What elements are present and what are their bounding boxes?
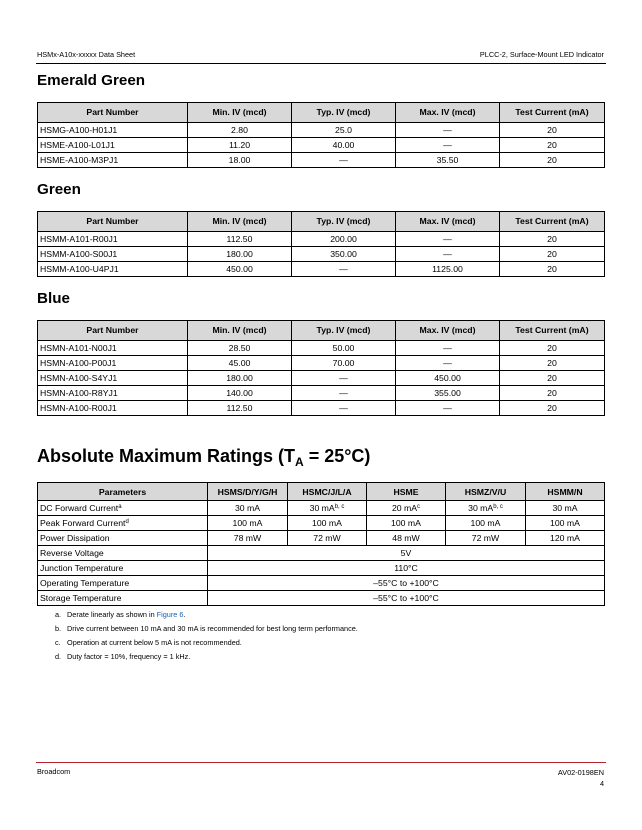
footnote-text: Duty factor = 10%, frequency = 1 kHz. [67,652,191,661]
section-title-green: Green [37,181,81,198]
value-cell: 78 mW [208,531,288,546]
col-typ-iv: Typ. IV (mcd) [292,103,396,123]
test-current-cell: 20 [500,356,605,371]
value-cell: 100 mA [288,516,367,531]
max-iv-cell: — [396,356,500,371]
test-current-cell: 20 [500,262,605,277]
amr-title-end: = 25°C) [303,446,371,466]
table-header-row [38,212,605,232]
value-cell: 100 mA [446,516,526,531]
test-current-cell: 20 [500,386,605,401]
value-cell-merged: –55°C to +100°C [208,591,605,606]
table-header-row [38,321,605,341]
max-iv-cell: — [396,247,500,262]
value-cell: 100 mA [208,516,288,531]
part-number-cell: HSME-A100-M3PJ1 [38,153,188,168]
col-hsme: HSME [367,483,446,501]
table-row [38,591,605,606]
col-max-iv: Max. IV (mcd) [396,103,500,123]
value-text: 30 mA [468,503,494,513]
max-iv-cell: — [396,123,500,138]
col-min-iv: Min. IV (mcd) [188,212,292,232]
table-row [38,386,605,401]
footnote-label: d. [55,652,62,661]
test-current-cell: 20 [500,371,605,386]
col-hsms: HSMS/D/Y/G/H [208,483,288,501]
col-test-current: Test Current (mA) [500,321,605,341]
amr-title-subscript: A [295,455,304,469]
footnotes [55,608,358,664]
test-current-cell: 20 [500,401,605,416]
min-iv-cell: 18.00 [188,153,292,168]
col-test-current: Test Current (mA) [500,212,605,232]
max-iv-cell: 450.00 [396,371,500,386]
part-number-cell: HSMN-A100-S4YJ1 [38,371,188,386]
footer-rule [36,762,606,763]
param-text: Peak Forward Current [40,518,126,528]
min-iv-cell: 11.20 [188,138,292,153]
part-number-cell: HSMN-A100-R00J1 [38,401,188,416]
header-product: PLCC-2, Surface-Mount LED Indicator [479,50,604,59]
max-iv-cell: 35.50 [396,153,500,168]
col-typ-iv: Typ. IV (mcd) [292,212,396,232]
min-iv-cell: 28.50 [188,341,292,356]
col-max-iv: Max. IV (mcd) [396,212,500,232]
test-current-cell: 20 [500,341,605,356]
section-title-blue: Blue [37,290,70,307]
typ-iv-cell: — [292,153,396,168]
part-number-cell: HSME-A100-L01J1 [38,138,188,153]
value-cell: 100 mA [526,516,605,531]
table-header-row [38,483,605,501]
typ-iv-cell: 25.0 [292,123,396,138]
value-cell [367,501,446,516]
part-number-cell: HSMN-A100-R8YJ1 [38,386,188,401]
test-current-cell: 20 [500,123,605,138]
value-cell [446,501,526,516]
table-row [38,232,605,247]
table-row [38,262,605,277]
col-min-iv: Min. IV (mcd) [188,321,292,341]
col-test-current: Test Current (mA) [500,103,605,123]
table-row [38,123,605,138]
test-current-cell: 20 [500,138,605,153]
part-number-cell: HSMG-A100-H01J1 [38,123,188,138]
max-iv-cell: — [396,232,500,247]
typ-iv-cell: 200.00 [292,232,396,247]
table-row [38,341,605,356]
param-label: Storage Temperature [38,591,208,606]
typ-iv-cell: 40.00 [292,138,396,153]
param-label: Operating Temperature [38,576,208,591]
value-cell: 48 mW [367,531,446,546]
test-current-cell: 20 [500,232,605,247]
value-text: 30 mA [309,503,335,513]
max-iv-cell: — [396,401,500,416]
page-number: 4 [599,779,604,788]
figure-6-link[interactable]: Figure 6 [156,610,184,619]
test-current-cell: 20 [500,153,605,168]
footnote-ref: d [125,519,129,525]
param-label [38,516,208,531]
footnote-a [55,608,358,622]
header-rule [36,63,606,64]
part-number-cell: HSMM-A100-U4PJ1 [38,262,188,277]
max-iv-cell: — [396,341,500,356]
min-iv-cell: 180.00 [188,247,292,262]
col-parameters: Parameters [38,483,208,501]
footnote-text: Operation at current below 5 mA is not recommended. [67,638,242,647]
part-number-cell: HSMM-A100-S00J1 [38,247,188,262]
footer-doc-id: AV02-0198EN [557,768,604,777]
table-emerald [37,102,605,168]
test-current-cell: 20 [500,247,605,262]
footnote-text: Derate linearly as shown in [67,610,157,619]
footnote-text-end: . [183,610,186,619]
typ-iv-cell: — [292,262,396,277]
footnote-ref: b, c [493,504,503,510]
typ-iv-cell: — [292,386,396,401]
section-title-emerald: Emerald Green [37,72,146,89]
max-iv-cell: 355.00 [396,386,500,401]
value-text: 20 mA [391,503,418,513]
min-iv-cell: 45.00 [188,356,292,371]
value-cell-merged: 5V [208,546,605,561]
table-blue [37,320,605,416]
table-row [38,356,605,371]
min-iv-cell: 112.50 [188,232,292,247]
typ-iv-cell: — [292,401,396,416]
footer-right [558,767,604,789]
value-cell: 30 mA [526,501,605,516]
param-label [38,501,208,516]
footnote-label: a. [55,610,62,619]
footnote-label: b. [55,624,62,633]
table-row [38,546,605,561]
value-cell: 100 mA [367,516,446,531]
typ-iv-cell: — [292,371,396,386]
header-doc-title: HSMx-A10x-xxxxx Data Sheet [37,50,136,59]
table-row [38,501,605,516]
typ-iv-cell: 70.00 [292,356,396,371]
footnote-ref: a [118,504,122,510]
min-iv-cell: 2.80 [188,123,292,138]
table-absolute-max-ratings [37,482,605,606]
table-row [38,576,605,591]
value-cell: 72 mW [288,531,367,546]
col-typ-iv: Typ. IV (mcd) [292,321,396,341]
min-iv-cell: 112.50 [188,401,292,416]
value-cell [288,501,367,516]
table-row [38,516,605,531]
footnote-b [55,622,358,636]
footnote-label: c. [55,638,61,647]
footer-company: Broadcom [37,767,71,776]
amr-title [37,446,370,469]
part-number-cell: HSMN-A101-N00J1 [38,341,188,356]
footnote-d [55,650,358,664]
typ-iv-cell: 50.00 [292,341,396,356]
param-label: Reverse Voltage [38,546,208,561]
value-cell: 30 mA [208,501,288,516]
col-part-number: Part Number [38,321,188,341]
min-iv-cell: 450.00 [188,262,292,277]
table-row [38,531,605,546]
min-iv-cell: 140.00 [188,386,292,401]
param-label: Junction Temperature [38,561,208,576]
col-hsmz: HSMZ/V/U [446,483,526,501]
footnote-ref: b, c [334,504,345,510]
value-cell-merged: –55°C to +100°C [208,576,605,591]
amr-title-main: Absolute Maximum Ratings (T [37,446,296,466]
col-hsmc: HSMC/J/L/A [288,483,367,501]
table-row [38,247,605,262]
param-text: DC Forward Current [40,503,119,513]
value-cell: 120 mA [526,531,605,546]
value-cell-merged: 110°C [208,561,605,576]
part-number-cell: HSMN-A100-P00J1 [38,356,188,371]
table-row [38,561,605,576]
col-max-iv: Max. IV (mcd) [396,321,500,341]
col-min-iv: Min. IV (mcd) [188,103,292,123]
table-row [38,401,605,416]
typ-iv-cell: 350.00 [292,247,396,262]
table-row [38,371,605,386]
footnote-text: Drive current between 10 mA and 30 mA is recommended for best long term performance. [67,624,358,633]
max-iv-cell: 1125.00 [396,262,500,277]
footnote-ref: c [417,504,421,510]
col-part-number: Part Number [38,103,188,123]
table-green [37,211,605,277]
table-row [38,153,605,168]
min-iv-cell: 180.00 [188,371,292,386]
table-row [38,138,605,153]
max-iv-cell: — [396,138,500,153]
col-hsmm: HSMM/N [526,483,605,501]
value-cell: 72 mW [446,531,526,546]
part-number-cell: HSMM-A101-R00J1 [38,232,188,247]
col-part-number: Part Number [38,212,188,232]
footnote-c [55,636,358,650]
param-label: Power Dissipation [38,531,208,546]
table-header-row [38,103,605,123]
